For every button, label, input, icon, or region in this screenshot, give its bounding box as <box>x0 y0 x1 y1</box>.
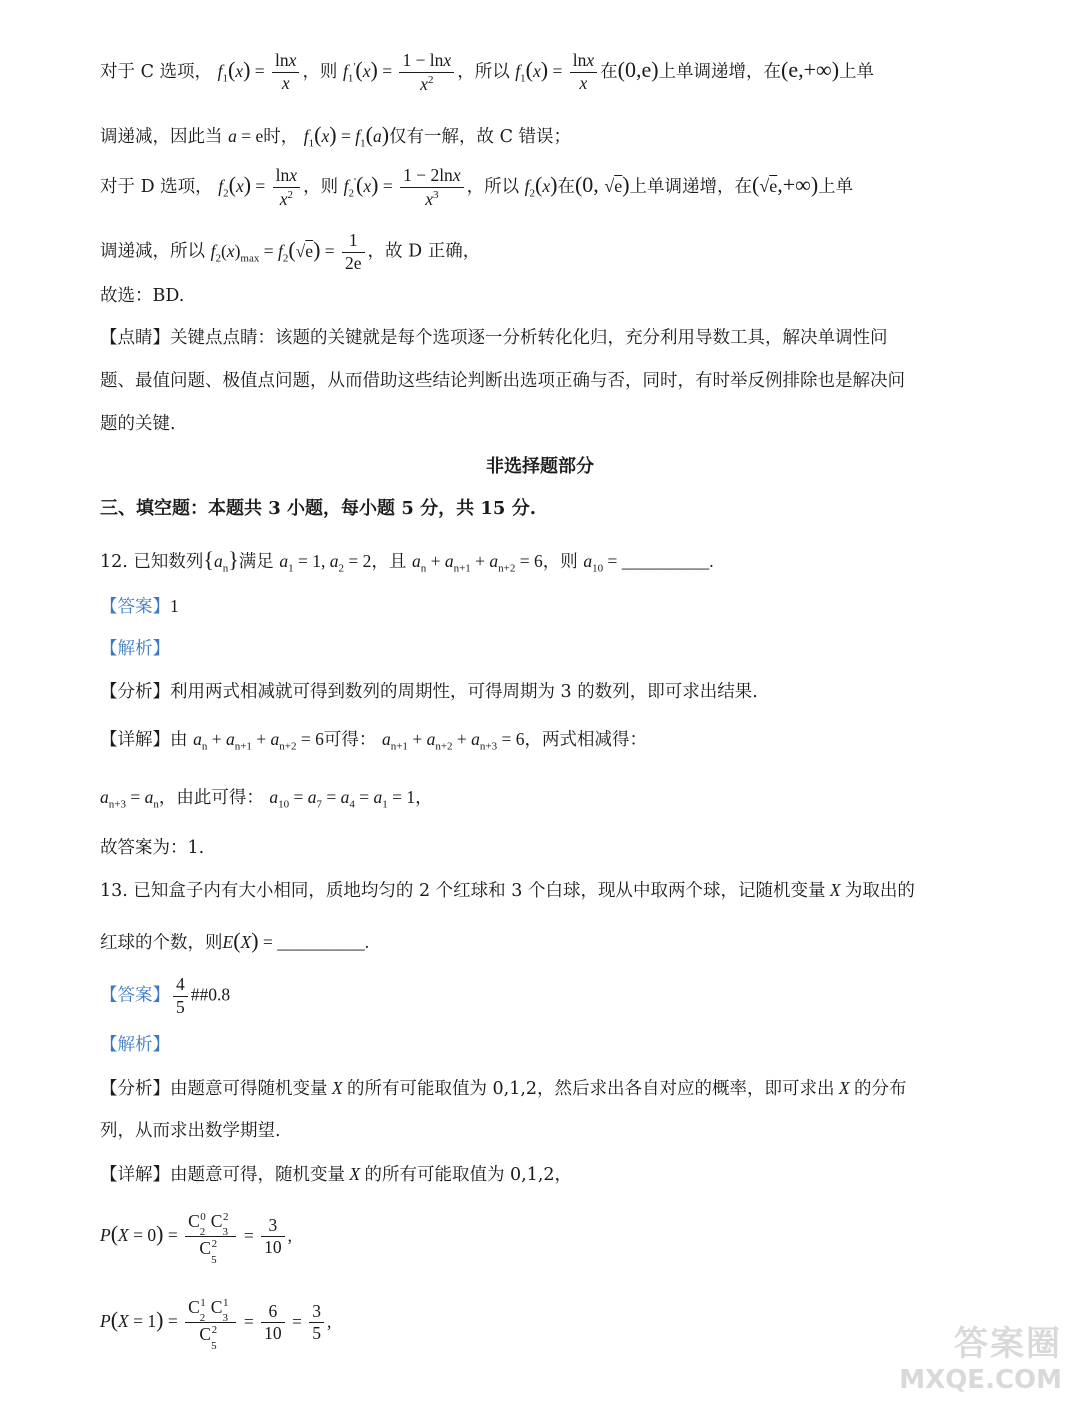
q12-detail-tag: 【详解】 <box>100 730 170 750</box>
q13-jiexi-text: 【解析】 <box>100 1035 170 1055</box>
q12-analysis <box>100 684 758 702</box>
p0-num: 3 <box>261 1217 285 1238</box>
formula-period: $a_{n+3} = a_n$ <box>100 787 159 811</box>
formula-f2-max: $f_2(x)_{max} = f_2(√e)$ = <box>210 236 340 264</box>
q13-stem-line2 <box>100 930 369 953</box>
q12-conclusion-text: 故答案为：1. <box>100 838 205 858</box>
section-title-text: 非选择题部分 <box>486 456 594 477</box>
c-dec-head: 上单 <box>839 61 875 82</box>
formula-p1: P(X = 1) = <box>100 1307 183 1333</box>
formula-f1x-eq-f1a: $f_1(x) = f_1(a)$ <box>303 122 390 150</box>
q13-answer-alt: ##0.8 <box>190 984 231 1005</box>
q12-detail <box>100 731 647 753</box>
q12-stem-a: 已知数列 <box>133 552 204 572</box>
dianjing-line1 <box>100 330 888 348</box>
dianjing-line2 <box>100 373 905 391</box>
frac-comb-p1: $\frac{C_2^1 C_3^1}{C_5^2}$ <box>185 1298 236 1348</box>
q13-analysis-tag: 【分析】 <box>100 1079 170 1099</box>
d-so: ，所以 <box>466 176 520 197</box>
formula-ex: E(X) = <box>222 928 278 953</box>
d-line2-a: 调递减，所以 <box>100 241 205 262</box>
var-x-2: X <box>327 1078 347 1098</box>
q12-detail-d: ，由此可得： <box>158 788 264 808</box>
q12-detail-a: 由 <box>170 730 188 750</box>
dianjing-text3: 题的关键. <box>100 414 176 434</box>
frac-p0-result <box>261 1214 285 1258</box>
watermark-logo <box>899 1324 1062 1397</box>
c-option-line1 <box>100 52 874 93</box>
q13-stem-line1-end: 为取出的 <box>844 881 915 901</box>
d-interval2: (√e,+∞) <box>752 171 819 197</box>
q12-conclusion <box>100 840 204 858</box>
formula-p0: P(X = 0) = <box>100 1221 183 1247</box>
frac-lnx-x: $\frac{\ln x}{x}$ <box>272 52 299 92</box>
q12-answer-tag: 【答案】 <box>100 597 170 617</box>
frac-answer <box>173 976 188 1016</box>
formula-a10: $a_{10}$ = <box>583 551 622 575</box>
q12-detail-c: ，两式相减得： <box>524 730 647 750</box>
p1-den: 5 <box>312 1323 321 1344</box>
q12-stem <box>100 549 714 575</box>
dianjing-tag: 【点睛】 <box>100 328 170 348</box>
q13-detail-tag: 【详解】 <box>100 1165 170 1185</box>
q13-answer <box>100 976 230 1016</box>
formula-f2-again: $f_2(x)$ <box>524 171 558 200</box>
c-option-line2 <box>100 124 571 150</box>
q13-detail <box>100 1166 572 1185</box>
q12-detail-b: 可得： <box>323 730 377 750</box>
q13-analysis-line2-text: 列，从而求出数学期望. <box>100 1121 281 1141</box>
q13-stem-line1-text: 已知盒子内有大小相同，质地均匀的 2 个红球和 3 个白球，现从中取两个球，记随机变量 <box>133 881 826 901</box>
watermark-chinese: 答案圈 <box>954 1324 1062 1364</box>
answer-denominator: 5 <box>176 996 185 1017</box>
p1-mid-den: 10 <box>264 1323 282 1344</box>
dianjing-line3 <box>100 416 176 434</box>
d-interval1: (0, √e) <box>574 171 630 197</box>
formula-seq-an: $\{a_n\}$ <box>203 547 239 575</box>
q12-number: 12. <box>100 552 128 572</box>
frac-1-lnx-x2: $\frac{1 - \ln x}{x^2}$ <box>399 52 454 93</box>
q13-number: 13. <box>100 881 128 901</box>
q12-jiexi <box>100 641 170 659</box>
frac-lnx-x2: $\frac{\ln x}{x^2}$ <box>273 167 300 208</box>
q12-stem-d: ，则 <box>542 552 578 572</box>
q13-stem-line2-text: 红球的个数，则 <box>100 933 223 953</box>
watermark-url: MXQE.COM <box>899 1365 1062 1395</box>
q12-stem-b: 满足 <box>238 552 274 572</box>
frac-p1-result <box>309 1300 324 1344</box>
formula-recurrence-2: $a_n + a_{n+1} + a_{n+2} = 6$ <box>193 729 324 753</box>
formula-a10-chain: $a_{10} = a_7 = a_4 = a_1 = 1$ <box>269 787 416 811</box>
q12-jiexi-text: 【解析】 <box>100 639 170 659</box>
q13-detail-a: 由题意可得，随机变量 <box>170 1165 345 1185</box>
q13-stem-line1 <box>100 882 915 901</box>
d-option-line1 <box>100 167 853 208</box>
c-line2-c: 仅有一解，故 C 错误； <box>389 127 572 147</box>
q12-analysis-text: 利用两式相减就可得到数列的周期性，可得周期为 3 的数列，即可求出结果. <box>170 682 758 702</box>
c-inc: 上单调递增，在 <box>658 61 782 82</box>
dianjing-text1: 关键点点睛：该题的关键就是每个选项逐一分析转化化归，充分利用导数工具，解决单调性问 <box>170 328 888 348</box>
q13-analysis-a: 由题意可得随机变量 <box>170 1079 328 1099</box>
frac-comb-p0: $\frac{C_2^0 C_3^2}{C_5^2}$ <box>185 1212 236 1262</box>
q12-period: $a_{n+3} = a_n$，由此可得： $a_{10} = a_7 = a_4 = a_1 = 1$， <box>100 787 433 811</box>
d-line2-b: ，故 D 正确， <box>367 241 481 262</box>
q12-stem-c: ，且 <box>371 552 407 572</box>
d-option-line2 <box>100 232 480 272</box>
p1-mid-num: 6 <box>261 1303 285 1324</box>
q12-blank: __________. <box>621 551 714 571</box>
formula-f2-prime: $f_2'(x)$ = <box>343 171 398 200</box>
d-in: 在 <box>557 176 575 197</box>
frac-p1-mid <box>261 1300 285 1344</box>
q11-select <box>100 288 184 306</box>
formula-f1: $f_1(x)$ = <box>217 56 270 85</box>
c-interval2: (e,+∞) <box>781 56 840 82</box>
q13-blank: __________. <box>277 932 370 952</box>
formula-f1-prime: $f_1'(x)$ = <box>343 56 397 85</box>
q13-jiexi <box>100 1037 170 1055</box>
q13-detail-b: 的所有可能取值为 0,1,2， <box>364 1165 573 1185</box>
q13-answer-tag: 【答案】 <box>100 985 170 1006</box>
d-then: ，则 <box>303 176 339 197</box>
c-line2-b: 时， <box>263 127 299 147</box>
q12-answer <box>100 598 179 617</box>
formula-f2: $f_2(x)$ = <box>218 171 270 200</box>
part3-heading-text: 三、填空题：本题共 3 小题，每小题 5 分，共 15 分. <box>100 498 536 519</box>
c-line2-a: 调递减，因此当 <box>100 127 223 147</box>
formula-f1-again: $f_1(x)$ = <box>515 56 567 85</box>
formula-recurrence: $a_n + a_{n+1} + a_{n+2} = 6$ <box>411 551 543 575</box>
q13-p0: P(X = 0) = $\frac{C_2^0 C_3^2}{C_5^2}$ = $\frac{3}{10}$ , <box>100 1210 292 1266</box>
p0-den: 10 <box>264 1237 282 1258</box>
answer-numerator: 4 <box>173 976 188 997</box>
q13-analysis-line2 <box>100 1123 281 1141</box>
frac-1-2e: $\frac{1}{2e}$ <box>342 232 365 272</box>
d-inc: 上单调递增，在 <box>629 176 753 197</box>
p1-num: 3 <box>309 1303 324 1324</box>
c-in: 在 <box>600 61 618 82</box>
q12-analysis-tag: 【分析】 <box>100 682 170 702</box>
dianjing-text2: 题、最值问题、极值点问题，从而借助这些结论判断出选项正确与否，同时，有时举反例排除也是解决问 <box>100 371 905 391</box>
q13-analysis-c: 的分布 <box>854 1079 907 1099</box>
q12-answer-value: 1 <box>170 596 179 616</box>
q13-analysis-line1 <box>100 1080 907 1099</box>
c-option-prefix: 对于 C 选项， <box>100 61 213 82</box>
var-x-3: X <box>834 1078 854 1098</box>
frac-lnx-x-2: $\frac{\ln x}{x}$ <box>570 52 597 92</box>
c-so: ，所以 <box>457 61 510 82</box>
formula-a-eq-e: a = e <box>228 126 264 146</box>
formula-recurrence-3: $a_{n+1} + a_{n+2} + a_{n+3} = 6$ <box>381 729 525 753</box>
d-option-prefix: 对于 D 选项， <box>100 176 213 197</box>
c-interval1: (0,e) <box>617 56 659 82</box>
q13-analysis-b: 的所有可能取值为 0,1,2，然后求出各自对应的概率，即可求出 <box>346 1079 835 1099</box>
var-x-4: X <box>345 1164 365 1184</box>
part3-heading <box>100 500 536 518</box>
var-x: X <box>825 880 845 900</box>
q11-select-text: 故选：BD. <box>100 286 185 306</box>
section-title <box>0 458 1080 476</box>
c-then: ，则 <box>302 61 338 82</box>
q13-p1: P(X = 1) = $\frac{C_2^1 C_3^1}{C_5^2}$ = $\frac{6}{10}$ = $\frac{3}{5}$ , <box>100 1296 332 1352</box>
d-dec-head: 上单 <box>818 176 854 197</box>
formula-a1-a2: $a_1 = 1$, $a_2 = 2$ <box>279 551 372 575</box>
frac-1-2lnx-x3: $\frac{1 - 2\ln x}{x^3}$ <box>400 167 464 208</box>
